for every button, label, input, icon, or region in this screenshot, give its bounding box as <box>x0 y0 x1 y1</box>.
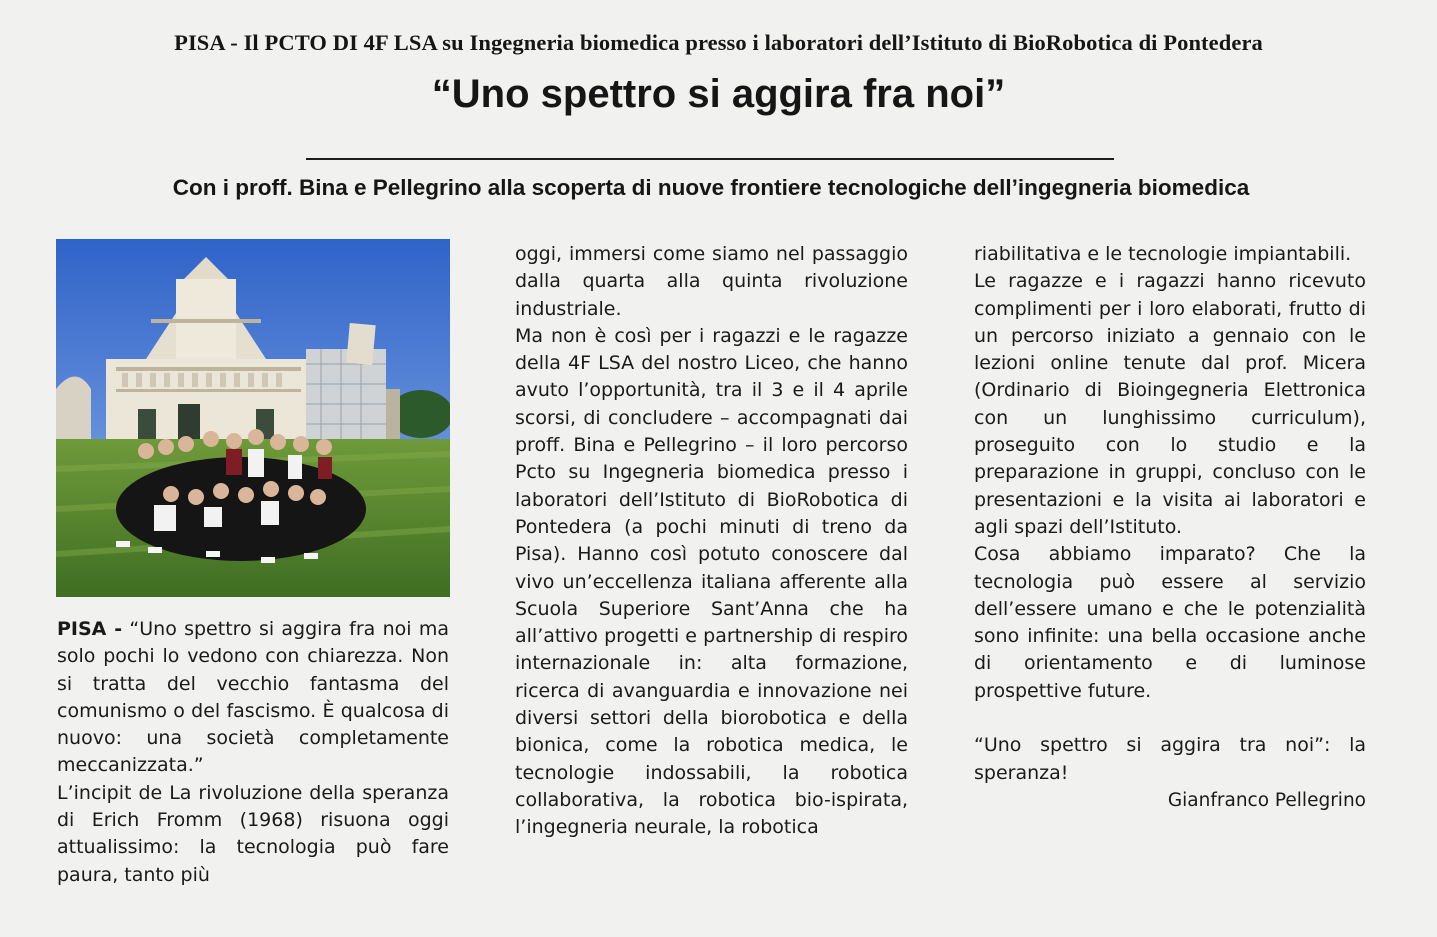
article-paragraph: riabilitativa e le tecnologie impiantabili. <box>974 243 1352 265</box>
article-subheadline: Con i proff. Bina e Pellegrino alla scoperta di nuove frontiere tecnologiche dell’ingegneria biomedica <box>172 175 1250 200</box>
article-paragraph: Cosa abbiamo imparato? Che la tecnologia può essere al servizio dell’essere umano e che le potenzialità sono infinite: una bella occasione anche di orientamento e di luminose prospettive future. <box>974 543 1366 702</box>
paragraph-spacer <box>974 705 1366 732</box>
article-kicker: PISA - Il PCTO DI 4F LSA su Ingegneria biomedica presso i laboratori dell’Istituto di BioRobotica di Pontedera <box>174 30 1263 55</box>
article-paragraph: Le ragazze e i ragazzi hanno ricevuto complimenti per i loro elaborati, frutto di un percorso iniziato a gennaio con le lezioni online tenute dal prof. Micera (Ordinario di Bioingegneria Elettronica con un lunghissimo curriculum), proseguito con lo studio e la preparazione in gruppi, concluso con le presentazioni e la visita ai laboratori e agli spazi dell’Istituto. <box>974 270 1366 538</box>
dateline: PISA - <box>57 618 123 640</box>
article-paragraph: L’incipit de La rivoluzione della speranza di Erich Fromm (1968) risuona oggi attualissimo: la tecnologia può fare paura, tanto più <box>57 781 449 886</box>
headline-divider <box>306 158 1114 160</box>
article-paragraph: oggi, immersi come siamo nel passaggio dalla quarta alla quinta rivoluzione industriale. <box>515 243 908 320</box>
author-signature: Gianfranco Pellegrino <box>1167 789 1366 811</box>
quote-text: “Uno spettro si aggira fra noi ma solo pochi lo vedono con chiarezza. Non si tratta del vecchio fantasma del comunismo o del fascismo. È qualcosa di nuovo: una società completamente meccanizzata.” <box>57 618 449 777</box>
closing-line: “Uno spettro si aggira tra noi”: la speranza! <box>974 734 1366 784</box>
cathedral-photo-illustration <box>56 239 450 597</box>
article-column-2 <box>515 241 908 842</box>
group-photo <box>56 239 450 597</box>
article-column-1 <box>57 616 449 889</box>
article-paragraph: Ma non è così per i ragazzi e le ragazze della 4F LSA del nostro Liceo, che hanno avuto l’opportunità, tra il 3 e il 4 aprile scorsi, di concludere – accompagnati dai proff. Bina e Pellegrino – il loro percorso Pcto su Ingegneria biomedica presso i laboratori dell’Istituto di BioRobotica di Pontedera (a pochi minuti di treno da Pisa). Hanno così potuto conoscere dal vivo un’eccellenza italiana afferente alla Scuola Superiore Sant’Anna che ha all’attivo progetti e partnership di respiro internazionale in: alta formazione, ricerca di avanguardia e innovazione nei diversi settori della biorobotica e della bionica, come la robotica medica, le tecnologie indossabili, la robotica collaborativa, la robotica bio-ispirata, l’ingegneria neurale, la robotica <box>515 324 908 839</box>
article-column-3 <box>974 241 1366 814</box>
article-paragraph <box>57 616 449 780</box>
article-headline: “Uno spettro si aggira fra noi” <box>431 72 1006 116</box>
